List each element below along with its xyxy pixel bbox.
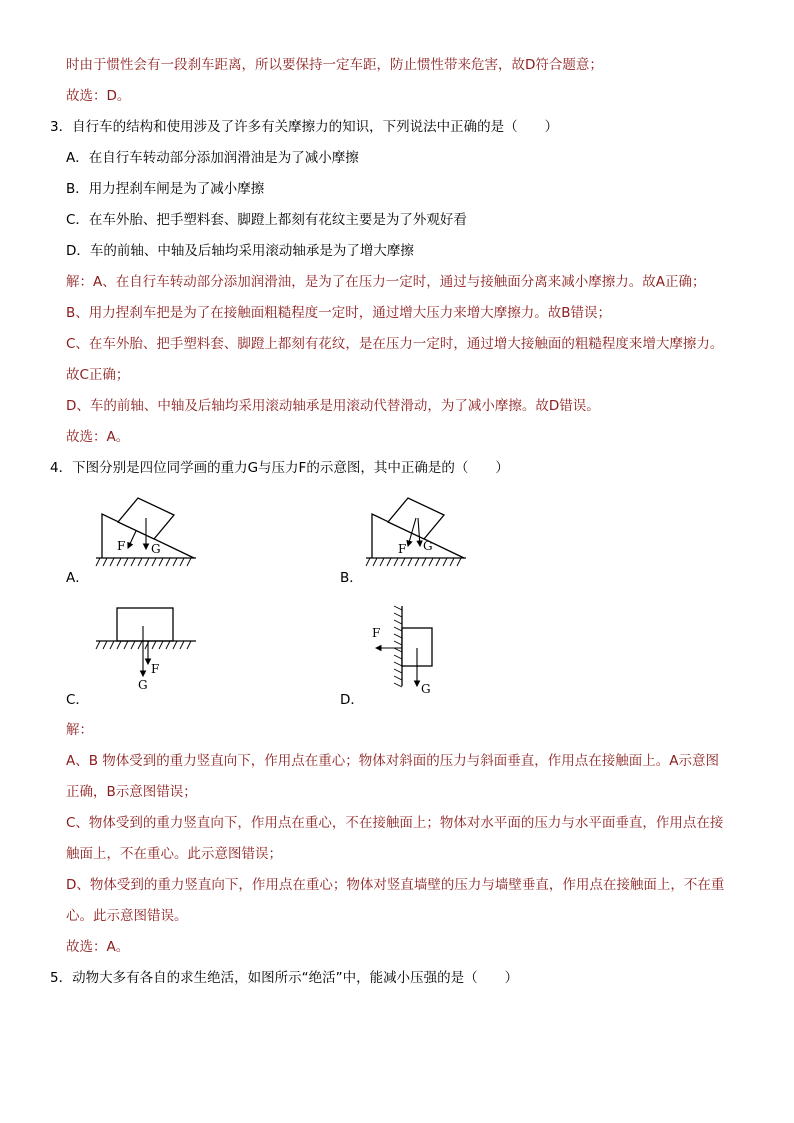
solution-line: 时由于惯性会有一段刹车距离，所以要保持一定车距，防止惯性带来危害，故D符合题意； (66, 57, 603, 73)
q3-solution-a: 解：A、在自行车转动部分添加润滑油，是为了在压力一定时，通过与接触面分离来减小摩擦力。故A正确； (66, 274, 706, 290)
force-label-b: F (398, 542, 407, 556)
q4-solution-ab-cont: 正确，B示意图错误； (66, 784, 197, 800)
option-label-a: A． (66, 570, 89, 586)
q3-option-b: B．用力捏刹车闸是为了减小摩擦 (66, 181, 265, 197)
q3-solution-c-cont: 故C正确； (66, 367, 130, 383)
q3-option-c: C．在车外胎、把手塑料套、脚蹬上都刻有花纹主要是为了外观好看 (66, 212, 467, 228)
force-label-d: F (372, 626, 381, 640)
q4-solution-d-cont: 心。此示意图错误。 (66, 908, 188, 924)
q3-solution-b: B、用力捏刹车把是为了在接触面粗糙程度一定时，通过增大压力来增大摩擦力。故B错误； (66, 305, 612, 321)
q4-solution-ab: A、B 物体受到的重力竖直向下，作用点在重心；物体对斜面的压力与斜面垂直，作用点在接触面上。A示意图 (66, 753, 720, 769)
q3-solution-d: D、车的前轴、中轴及后轴均采用滚动轴承是用滚动代替滑动，为了减小摩擦。故D错误。 (66, 398, 600, 414)
gravity-label-d: G (421, 682, 431, 696)
option-label-b: B． (340, 570, 363, 586)
figure-a (96, 496, 206, 576)
wall-diagram-d (368, 606, 448, 698)
q4-answer: 故选：A。 (66, 939, 130, 955)
gravity-label-a: G (151, 542, 161, 556)
question-3: 3．自行车的结构和使用涉及了许多有关摩擦力的知识，下列说法中正确的是（ ） (50, 119, 559, 135)
option-label-c: C． (66, 692, 89, 708)
gravity-label-c: G (138, 678, 148, 692)
incline-diagram-b (366, 496, 476, 576)
q4-solution-c: C、物体受到的重力竖直向下，作用点在重心，不在接触面上；物体对水平面的压力与水平面垂直，作用点在接 (66, 815, 724, 831)
q4-solution-head: 解： (66, 722, 93, 738)
question-4: 4．下图分别是四位同学画的重力G与压力F的示意图，其中正确是的（ ） (50, 460, 509, 476)
gravity-label-b: G (423, 539, 433, 553)
q4-solution-c-cont: 触面上，不在重心。此示意图错误； (66, 846, 282, 862)
force-label-c: F (151, 662, 160, 676)
q3-option-a: A．在自行车转动部分添加润滑油是为了减小摩擦 (66, 150, 359, 166)
q4-solution-d: D、物体受到的重力竖直向下，作用点在重心；物体对竖直墙壁的压力与墙壁垂直，作用点在接触面上，不在重 (66, 877, 725, 893)
q3-answer: 故选：A。 (66, 429, 130, 445)
force-label-a: F (117, 539, 126, 553)
q3-option-d: D．车的前轴、中轴及后轴均采用滚动轴承是为了增大摩擦 (66, 243, 414, 259)
option-label-d: D． (340, 692, 364, 708)
answer-line: 故选：D。 (66, 88, 131, 104)
figure-c (96, 604, 206, 692)
question-5: 5．动物大多有各自的求生绝活，如图所示“绝活”中，能减小压强的是（ ） (50, 970, 519, 986)
figure-d (368, 606, 448, 698)
incline-diagram-a (96, 496, 206, 576)
figure-b (366, 496, 476, 576)
q3-solution-c: C、在车外胎、把手塑料套、脚蹬上都刻有花纹，是在压力一定时，通过增大接触面的粗糙程度来增大摩擦力。 (66, 336, 724, 352)
horizontal-diagram-c (96, 604, 206, 692)
